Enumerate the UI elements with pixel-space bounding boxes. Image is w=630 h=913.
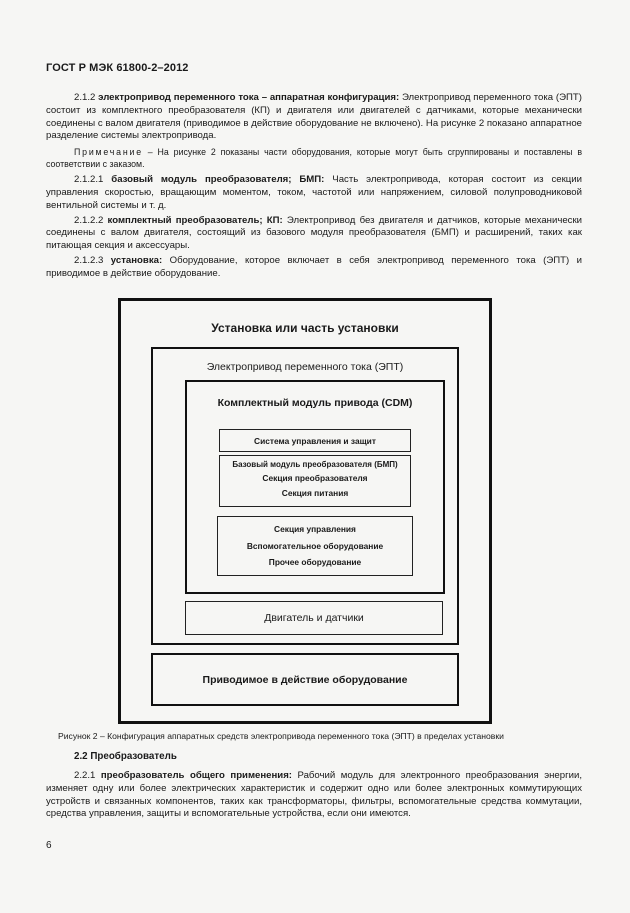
- installation-label: Установка или часть установки: [211, 321, 399, 335]
- cdm-label: Комплектный модуль привода (CDM): [217, 397, 413, 409]
- paragraph-2-1-2-3: 2.1.2.3 установка: Оборудование, которое включает в себя электропривод переменного тока (ЭПТ) и приводимое в действие оборудование.: [46, 254, 582, 279]
- paragraph-2-1-2: 2.1.2 электропривод переменного тока – аппаратная конфигурация: Электропривод переменного тока (ЭПТ) состоит из комплектного преобразователя (КП) и двигателя или двигателей с датчиками, которые механически соединены с валом двигателя (приводимое в действие оборудование не включено). На рисунке 2 показано аппаратное разделение системы электропривода.: [46, 92, 582, 142]
- definitions-block: [46, 92, 582, 283]
- other-equipment-label: Прочее оборудование: [268, 557, 362, 567]
- control-section-label: Секция управления: [274, 524, 356, 534]
- auxiliary-label: Вспомогательное оборудование: [246, 541, 384, 551]
- bmp-label: Базовый модуль преобразователя (БМП): [232, 460, 398, 469]
- motor-label: Двигатель и датчики: [264, 612, 364, 624]
- paragraph-2-2-1: 2.2.1 преобразователь общего применения: Рабочий модуль для электронного преобразования энергии, изменяет одну или более электрических характеристик и содержит одно или более электронных коммутирующих устройств и связанных компонентов, таких как трансформаторы, фильтры, вспомогательные средства коммутации, средства управления, защиты и вспомогательные устройства, если они имеются.: [46, 770, 582, 820]
- control-protection-box: [219, 429, 411, 452]
- converter-section-label: Секция преобразователя: [262, 473, 368, 483]
- bmp-box: [219, 455, 411, 507]
- motor-box: [185, 601, 443, 635]
- section-2-2-body: [46, 770, 582, 823]
- ept-label: Электропривод переменного тока (ЭПТ): [206, 361, 404, 373]
- section-heading-2-2: 2.2 Преобразователь: [74, 751, 177, 762]
- figure-2-diagram: [118, 298, 492, 724]
- term: базовый модуль преобразователя; БМП:: [111, 174, 325, 186]
- power-section-label: Секция питания: [281, 488, 349, 498]
- term: комплектный преобразователь; КП:: [107, 214, 283, 226]
- paragraph-2-1-2-2: 2.1.2.2 комплектный преобразователь; КП: Электропривод без двигателя и датчиков, которые механически соединены с валом двигателя, состоящий из базового модуля преобразователя (БМП) и расширений, таких как питающая секция и аксессуары.: [46, 214, 583, 252]
- note: Примечание – На рисунке 2 показаны части оборудования, которые могут быть сгруппированы и поставлены в соответствии с заказом.: [46, 147, 582, 169]
- term: электропривод переменного тока – аппаратная конфигурация:: [98, 92, 400, 103]
- control-aux-box: [217, 516, 413, 576]
- control-protection-label: Система управления и защит: [254, 435, 376, 446]
- figure-caption: Рисунок 2 – Конфигурация аппаратных средств электропривода переменного тока (ЭПТ) в пределах установки: [58, 731, 504, 741]
- driven-equipment-label: Приводимое в действие оборудование: [202, 673, 408, 686]
- page-number: 6: [46, 840, 52, 851]
- document-header: ГОСТ Р МЭК 61800-2–2012: [46, 62, 189, 74]
- term: преобразователь общего применения:: [100, 770, 292, 781]
- driven-equipment-box: [151, 653, 459, 706]
- term: установка:: [110, 254, 163, 266]
- paragraph-2-1-2-1: 2.1.2.1 базовый модуль преобразователя; БМП: Часть электропривода, которая состоит из секции управления скоростью, вращающим моментом, током, частотой или напряжением, силовой полупроводниковой вентильной системы и т. д.: [46, 174, 583, 211]
